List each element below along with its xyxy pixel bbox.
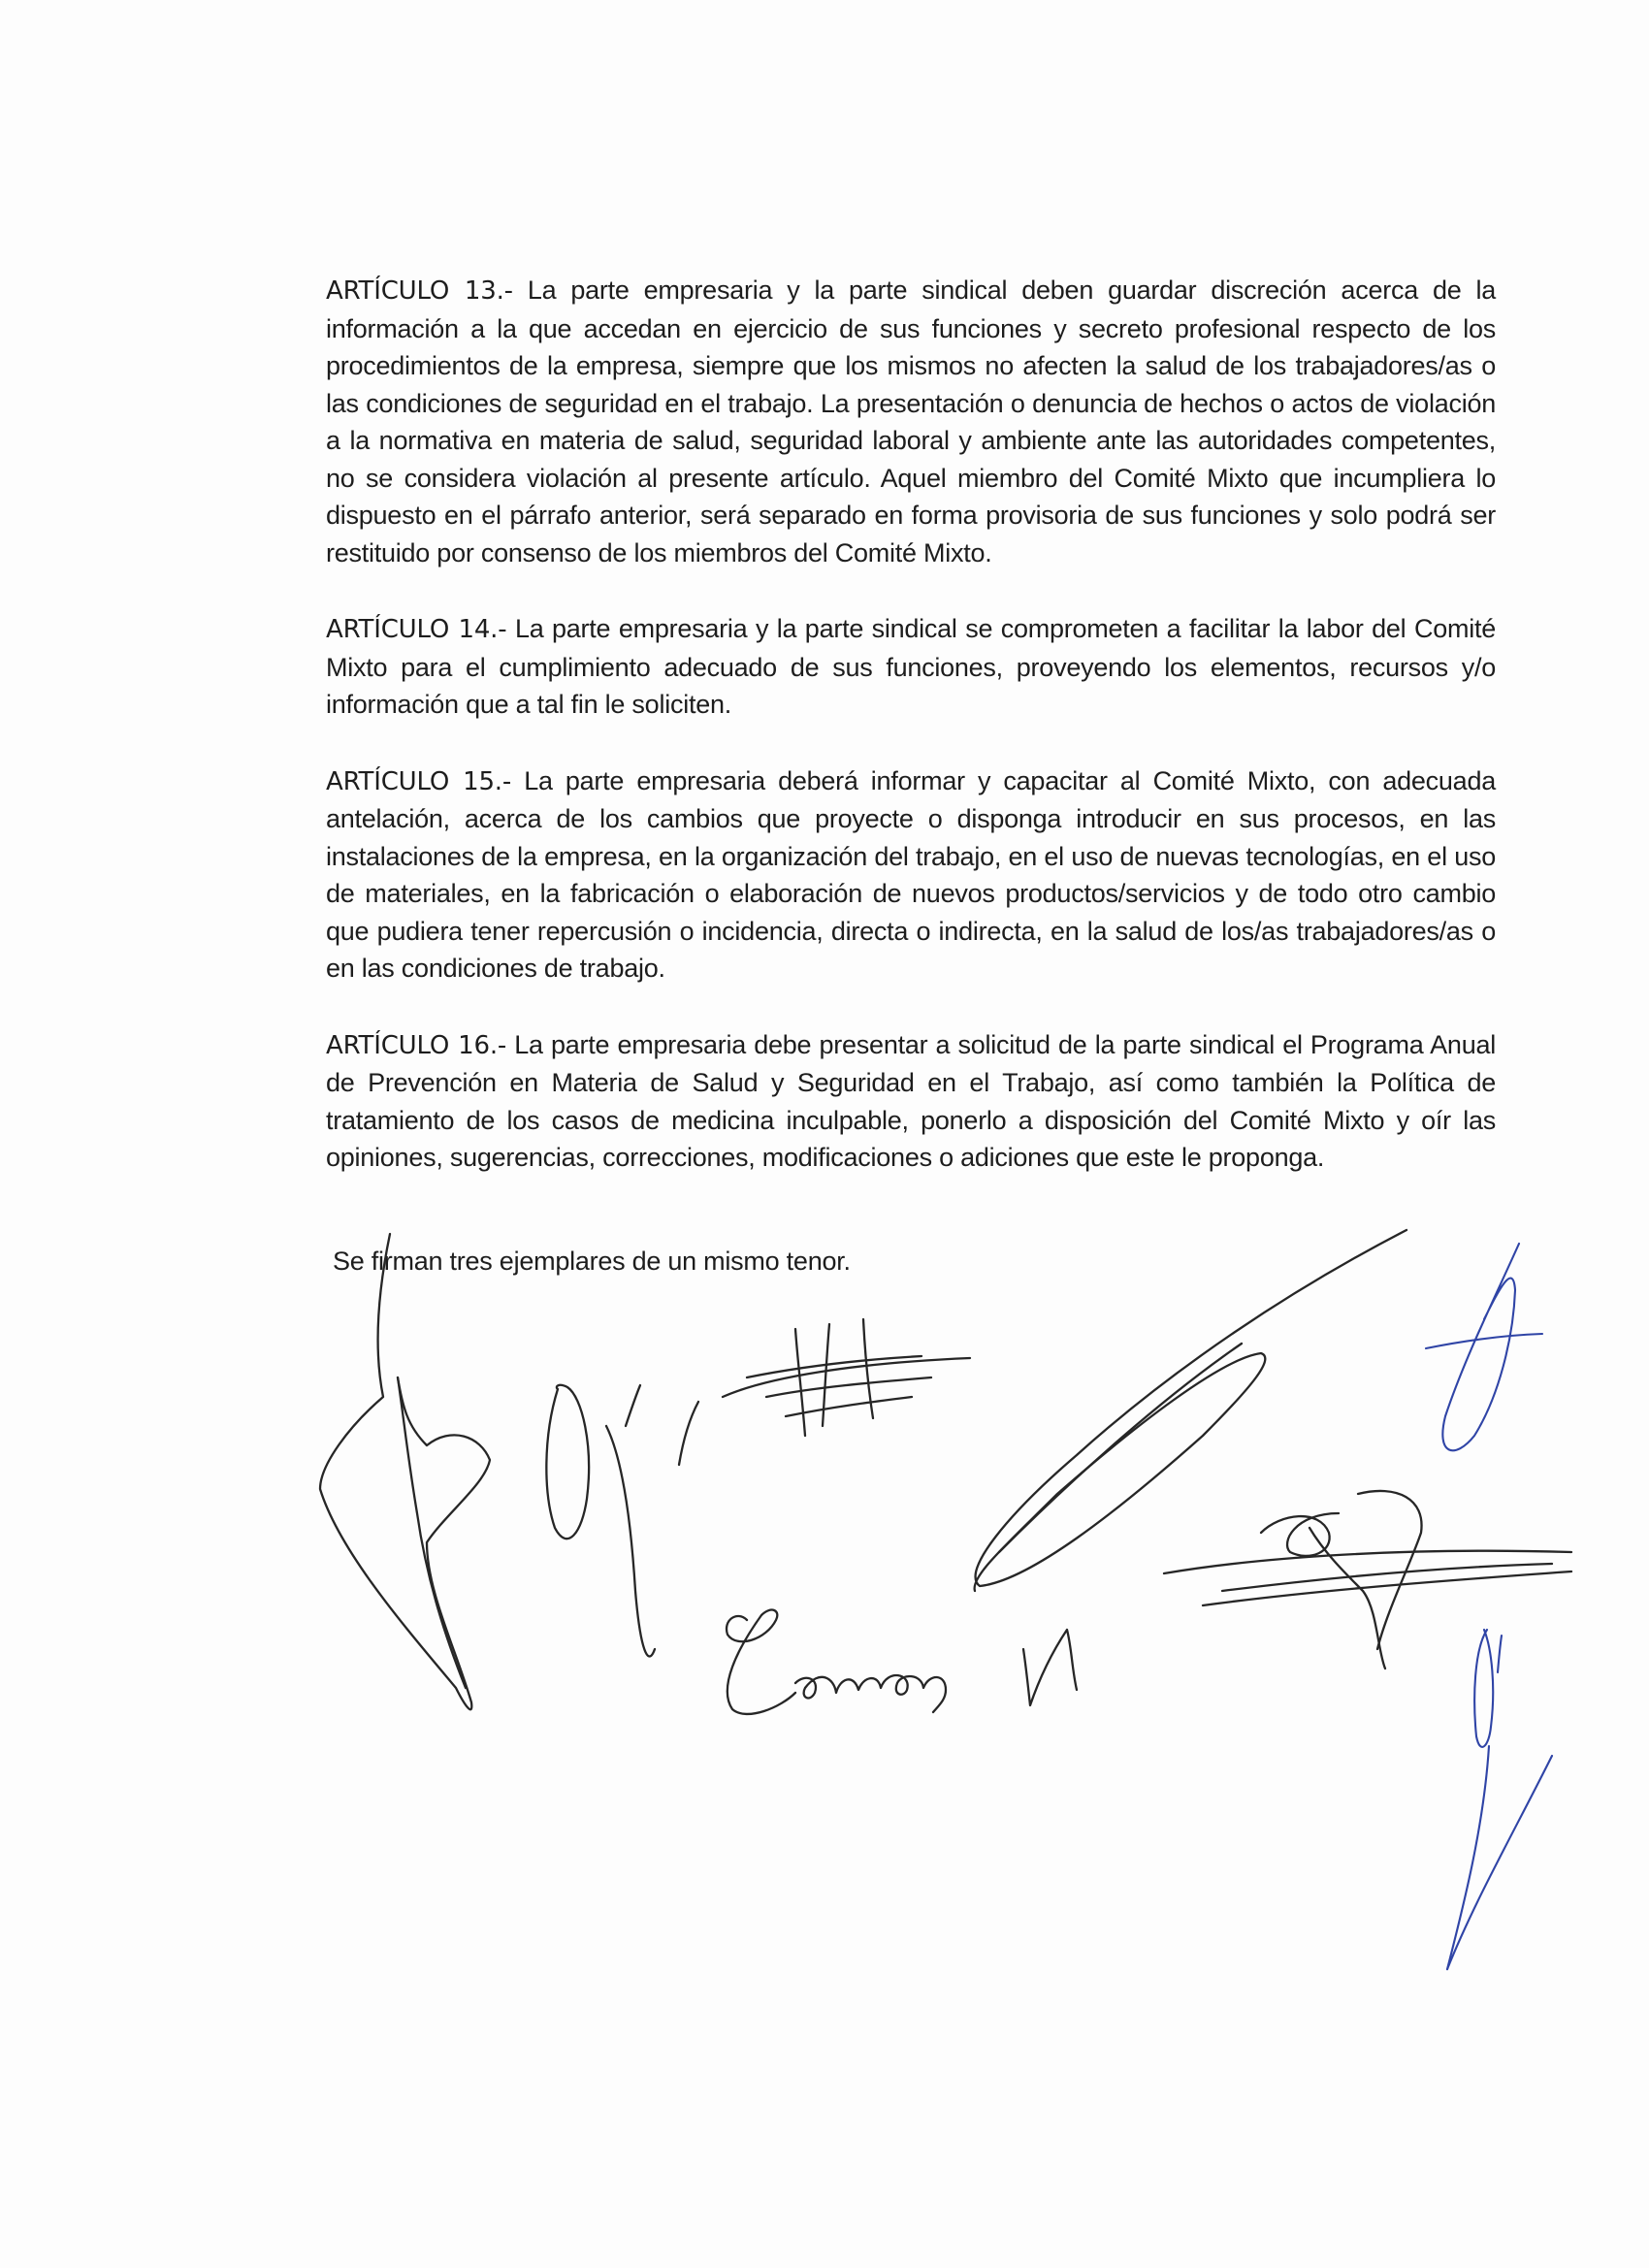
signature-7 — [1447, 1630, 1552, 1969]
signature-2 — [546, 1319, 970, 1657]
article-16 — [326, 1026, 1496, 1177]
article-16-heading: ARTÍCULO 16.- — [326, 1030, 507, 1060]
signature-6 — [1426, 1244, 1542, 1450]
signature-4 — [727, 1610, 1077, 1714]
signature-5 — [1164, 1491, 1571, 1669]
article-13-heading: ARTÍCULO 13.- — [326, 276, 513, 306]
article-13-text: La parte empresaria y la parte sindical deben guardar discreción acerca de la información a la que accedan en ejercicio de sus funciones y secreto profesional respecto de los procedimientos de la empresa, siempre que los mismos no afecten la salud de los trabajadores/as o las condiciones de seguridad en el trabajo. La presentación o denuncia de hechos o actos de violación a la normativa en materia de salud, seguridad laboral y ambiente ante las autoridades competentes, no se considera violación al presente artículo. Aquel miembro del Comité Mixto que incumpliera lo dispuesto en el párrafo anterior, será separado en forma provisoria de sus funciones y solo podrá ser restituido por consenso de los miembros del Comité Mixto. — [326, 275, 1496, 567]
article-15 — [326, 762, 1496, 988]
article-13 — [326, 272, 1496, 571]
article-14-text: La parte empresaria y la parte sindical se comprometen a facilitar la labor del Comité Mixto para el cumplimiento adecuado de sus funciones, proveyendo los elementos, recursos y/o información que a tal fin le soliciten. — [326, 614, 1496, 719]
document-body — [326, 272, 1496, 1215]
article-16-text: La parte empresaria debe presentar a solicitud de la parte sindical el Programa Anual de Prevención en Materia de Salud y Seguridad en el Trabajo, así como también la Política de tratamiento de los casos de medicina inculpable, ponerlo a disposición del Comité Mixto y oír las opiniones, sugerencias, correcciones, modificaciones o adiciones que este le proponga. — [326, 1029, 1496, 1172]
article-15-heading: ARTÍCULO 15.- — [326, 766, 512, 796]
signature-1 — [320, 1234, 490, 1709]
closing-statement: Se firman tres ejemplares de un mismo tenor. — [333, 1247, 851, 1276]
signature-3 — [975, 1230, 1406, 1591]
article-14 — [326, 610, 1496, 724]
article-14-heading: ARTÍCULO 14.- — [326, 615, 507, 644]
article-15-text: La parte empresaria deberá informar y capacitar al Comité Mixto, con adecuada antelación, acerca de los cambios que proyecte o disponga introducir en sus procesos, en las instalaciones de la empresa, en la organización del trabajo, en el uso de nuevas tecnologías, en el uso de materiales, en la fabricación o elaboración de nuevos productos/servicios y de todo otro cambio que pudiera tener repercusión o incidencia, directa o indirecta, en la salud de los/as trabajadores/as o en las condiciones de trabajo. — [326, 765, 1496, 983]
